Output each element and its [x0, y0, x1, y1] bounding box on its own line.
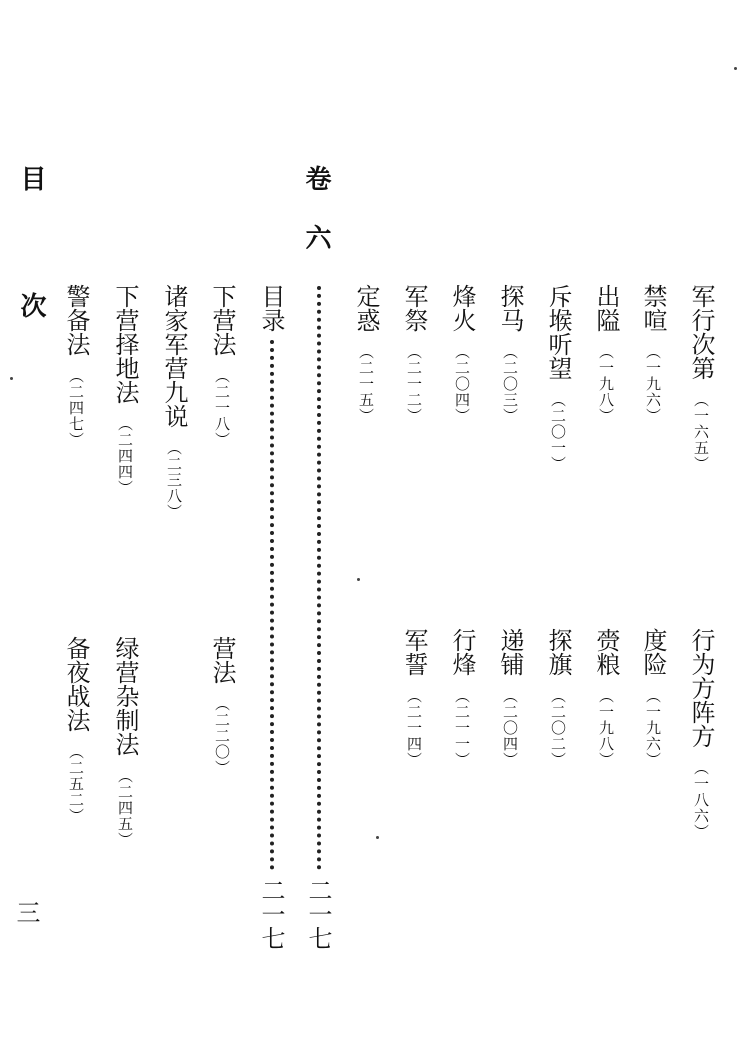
- toc-entry[interactable]: 备夜战法（二五二）: [62, 636, 90, 824]
- toc-entry[interactable]: 递铺（二〇四）: [496, 628, 524, 768]
- scan-speck: [734, 67, 737, 70]
- toc-entry[interactable]: 度险（一九六）: [639, 628, 667, 768]
- toc-entry[interactable]: 军祭（二一二）: [400, 284, 428, 424]
- toc-entry[interactable]: 赍粮（一九八）: [592, 628, 620, 768]
- toc-entry[interactable]: 斥堠听望（二〇一）: [544, 284, 572, 472]
- leader-page: 二一七: [257, 878, 285, 950]
- toc-entry[interactable]: 烽火（二〇四）: [448, 284, 476, 424]
- toc-entry[interactable]: 军誓（二一四）: [400, 628, 428, 768]
- toc-entry[interactable]: 行为方阵方（一八六）: [687, 628, 715, 840]
- toc-entry[interactable]: 诸家军营九说（二三八）: [160, 284, 188, 520]
- leader-dots: [317, 286, 321, 870]
- toc-entry[interactable]: 定惑（二一五）: [352, 284, 380, 424]
- toc-entry[interactable]: 目录: [257, 284, 285, 332]
- toc-entry[interactable]: 行烽（二一一）: [448, 628, 476, 768]
- toc-entry[interactable]: 绿营杂制法（二四五）: [111, 636, 139, 848]
- page-number: 三: [12, 900, 40, 924]
- toc-entry[interactable]: 军行次第（一六五）: [687, 284, 715, 472]
- leader-dots: [270, 340, 274, 870]
- toc-side-title: 目: [16, 165, 46, 191]
- toc-entry[interactable]: 探马（二〇三）: [496, 284, 524, 424]
- toc-side-title-2: 次: [16, 292, 46, 318]
- toc-entry[interactable]: 营法（二二〇）: [208, 636, 236, 776]
- toc-entry[interactable]: 禁喧（一九六）: [639, 284, 667, 424]
- toc-entry[interactable]: 下营择地法（二四四）: [111, 284, 139, 496]
- juan-heading: 卷: [301, 165, 331, 191]
- scan-speck: [10, 377, 13, 380]
- toc-entry[interactable]: 出隘（一九八）: [592, 284, 620, 424]
- toc-entry[interactable]: 探旗（二〇二）: [544, 628, 572, 768]
- scan-speck: [376, 836, 379, 839]
- toc-entry[interactable]: 警备法（二四七）: [62, 284, 90, 448]
- toc-entry[interactable]: 下营法（二一八）: [208, 284, 236, 448]
- juan-number: 六: [301, 224, 331, 250]
- leader-page: 二一七: [304, 878, 332, 950]
- scan-speck: [357, 578, 360, 581]
